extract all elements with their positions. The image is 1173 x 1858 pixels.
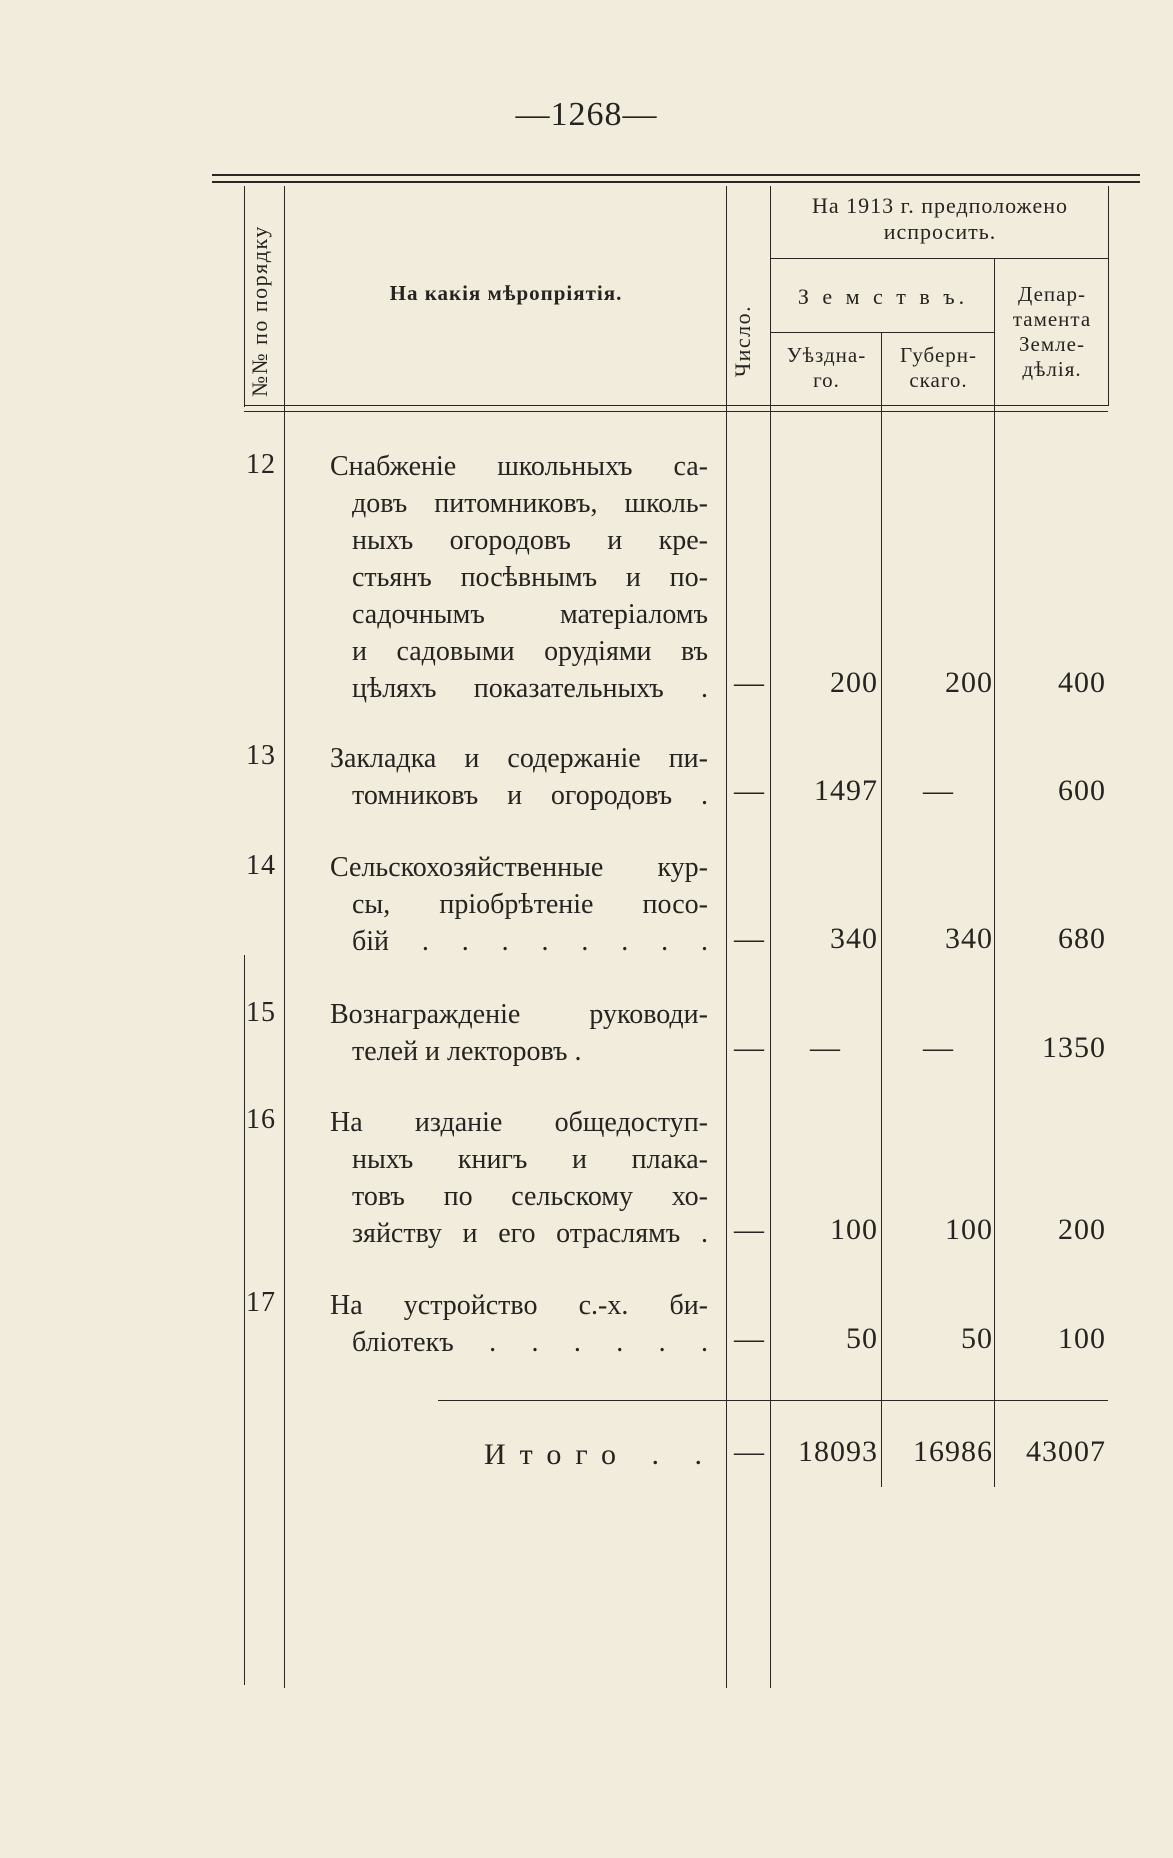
row-uezd-value: 200 xyxy=(830,666,878,699)
row-text-line: На изданіе общедоступ- xyxy=(330,1107,708,1138)
header-bottom-line-inner xyxy=(244,411,1108,412)
header-count: Число. xyxy=(730,304,755,378)
row-count: — xyxy=(734,922,764,955)
row-dept-value: 1350 xyxy=(1042,1031,1106,1064)
header-dept-line2: тамента xyxy=(1012,307,1092,331)
header-uezd-line1: Уѣздна- xyxy=(786,343,867,367)
row-text-line: телей и лекторовъ . xyxy=(352,1036,582,1067)
header-dept xyxy=(996,282,1108,382)
table-border-left-lower xyxy=(244,955,245,1685)
row-text-line: Вознагражденіе руководи- xyxy=(330,999,708,1030)
row-measure-text xyxy=(330,740,708,814)
header-planned-line2: испросить. xyxy=(883,219,997,244)
header-dept-line1: Депар- xyxy=(1018,282,1086,306)
header-measures: На какія мѣропріятія. xyxy=(389,281,623,305)
row-measure-text xyxy=(330,1104,708,1252)
row-uezd-value: 50 xyxy=(846,1322,878,1355)
table-top-rule-inner xyxy=(212,181,1140,183)
row-number: 13 xyxy=(246,740,276,771)
row-text-line: бій . . . . . . . . xyxy=(352,926,708,957)
row-uezd-value: 340 xyxy=(830,922,878,955)
header-gub xyxy=(883,343,994,393)
row-count: — xyxy=(734,1322,764,1355)
row-dept-value: 600 xyxy=(1058,774,1106,807)
row-number: 12 xyxy=(246,449,276,480)
total-count: — xyxy=(734,1435,764,1468)
row-count: — xyxy=(734,1213,764,1246)
total-dept-value: 43007 xyxy=(1026,1435,1106,1468)
header-dept-line4: дѣлія. xyxy=(1022,357,1082,381)
row-text-line: товъ по сельскому хо- xyxy=(352,1181,708,1212)
header-number: №№ по порядку xyxy=(247,225,272,397)
row-count: — xyxy=(734,774,764,807)
header-line-planned xyxy=(770,258,1108,259)
row-number: 15 xyxy=(246,997,276,1028)
row-count: — xyxy=(734,1031,764,1064)
row-text-line: ныхъ книгъ и плака- xyxy=(352,1144,708,1175)
header-uezd xyxy=(772,343,881,393)
row-text-line: томниковъ и огородовъ . xyxy=(352,780,708,811)
row-measure-text xyxy=(330,849,708,960)
header-uezd-line2: го. xyxy=(813,368,840,392)
row-gub-value: — xyxy=(923,774,953,807)
row-number: 17 xyxy=(246,1287,276,1318)
row-uezd-value: — xyxy=(810,1031,840,1064)
total-rule xyxy=(438,1400,1108,1401)
row-dept-value: 200 xyxy=(1058,1213,1106,1246)
row-number: 16 xyxy=(246,1104,276,1135)
row-text-line: садочнымъ матеріаломъ xyxy=(352,599,708,630)
total-label: Итого . . xyxy=(484,1438,716,1471)
row-uezd-value: 100 xyxy=(830,1213,878,1246)
row-uezd-value: 1497 xyxy=(814,774,878,807)
row-gub-value: 50 xyxy=(961,1322,993,1355)
col-divider-gub xyxy=(994,258,995,1487)
header-planned xyxy=(772,193,1108,245)
row-text-line: зяйству и его отраслямъ . xyxy=(352,1218,708,1249)
row-text-line: Сельскохозяйственные кур- xyxy=(330,852,708,883)
row-dept-value: 680 xyxy=(1058,922,1106,955)
row-text-line: Закладка и содержаніе пи- xyxy=(330,743,708,774)
row-count: — xyxy=(734,666,764,699)
header-zemstvo: З е м с т в ъ. xyxy=(797,284,969,309)
page-number: —1268— xyxy=(515,96,658,133)
row-text-line: ныхъ огородовъ и кре- xyxy=(352,525,708,556)
table-border-left xyxy=(244,186,245,407)
row-gub-value: 100 xyxy=(945,1213,993,1246)
total-uezd-value: 18093 xyxy=(798,1435,878,1468)
row-gub-value: 200 xyxy=(945,666,993,699)
row-text-line: цѣляхъ показательныхъ . xyxy=(352,673,708,704)
header-planned-line1: На 1913 г. предположено xyxy=(812,193,1068,218)
total-gub-value: 16986 xyxy=(913,1435,993,1468)
row-measure-text xyxy=(330,1287,708,1361)
header-gub-line1: Губерн- xyxy=(899,343,978,367)
header-line-zemstvo xyxy=(770,332,994,333)
row-text-line: На устройство с.-х. би- xyxy=(330,1290,708,1321)
row-measure-text xyxy=(330,996,708,1070)
row-text-line: и садовыми орудіями въ xyxy=(352,636,708,667)
row-measure-text xyxy=(330,448,708,707)
row-text-line: сы, пріобрѣтеніе посо- xyxy=(352,889,708,920)
row-text-line: бліотекъ . . . . . . xyxy=(352,1327,708,1358)
header-dept-line3: Земле- xyxy=(1019,332,1085,356)
row-gub-value: 340 xyxy=(945,922,993,955)
row-dept-value: 400 xyxy=(1058,666,1106,699)
col-divider-uezd xyxy=(881,332,882,1487)
row-gub-value: — xyxy=(923,1031,953,1064)
row-dept-value: 100 xyxy=(1058,1322,1106,1355)
row-text-line: довъ питомниковъ, школь- xyxy=(352,488,708,519)
table-border-right xyxy=(1108,186,1109,406)
row-number: 14 xyxy=(246,850,276,881)
header-gub-line2: скаго. xyxy=(909,368,968,392)
row-text-line: Снабженіе школьныхъ са- xyxy=(330,451,708,482)
header-bottom-line xyxy=(244,405,1108,406)
table-top-rule xyxy=(212,174,1140,176)
row-text-line: стьянъ посѣвнымъ и по- xyxy=(352,562,708,593)
